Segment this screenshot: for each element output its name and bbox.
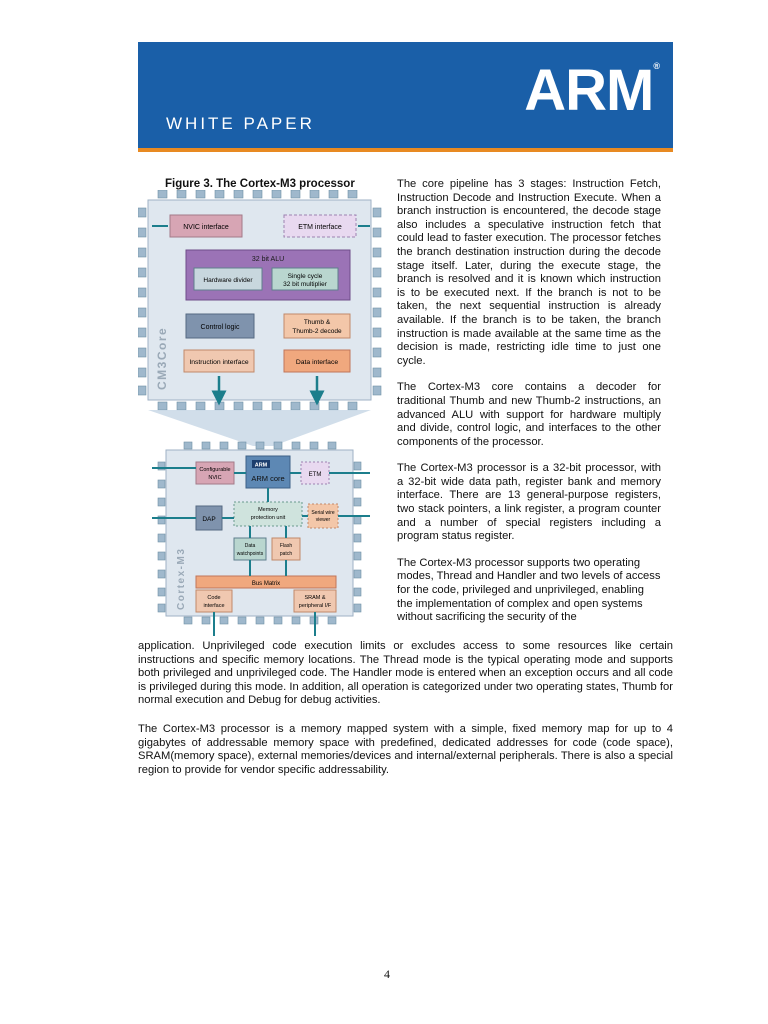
alu-label: 32 bit ALU — [251, 256, 285, 263]
arm-badge: ARM — [254, 462, 268, 469]
cortex-m3-diagram — [138, 190, 383, 640]
etm-label: ETM — [308, 472, 322, 478]
page-number: 4 — [384, 967, 390, 981]
etm-interface-label: ETM interface — [298, 224, 342, 231]
mpu-label-1: Memory — [258, 507, 278, 513]
code-interface-label-2: interface — [203, 603, 225, 609]
data-watchpoints-label-1: Data — [244, 543, 256, 549]
multiplier-label-2: 32 bit multiplier — [283, 281, 327, 288]
data-watchpoints-label-2: watchpoints — [236, 551, 264, 557]
mpu-label-2: protection unit — [250, 515, 286, 521]
header-banner — [138, 42, 673, 148]
paragraph-pipeline: The core pipeline has 3 stages: Instruction Fetch, Instruction Decode and Instruction Execute. When a branch instruction is encountered, the decode stage also includes a speculative instruction fetch that could lead to faster execution. The processor fetches the branch destination instruction during the decode stage itself. Later, during the execute stage, the branch is resolved and it is known which instruction is to be executed next. If the branch is not to be taken, the next sequential instruction is already available. If the branch is to be taken, the branch instruction is made available at the same time as the decision is made, restricting idle time to just one cycle. — [397, 178, 661, 367]
configurable-nvic-label-1: Configurable — [199, 467, 231, 473]
configurable-nvic-label-2: NVIC — [208, 475, 222, 481]
arm-core-label: ARM core — [251, 474, 285, 483]
header-divider — [138, 148, 673, 152]
swv-label-2: viewer — [315, 517, 331, 523]
paragraph-operating-modes: The Cortex-M3 processor supports two operating modes, Thread and Handler and two levels of access for the code, privileged and unprivileged, enabling the implementation of complex and open systems without sacrificing the security of the — [397, 556, 661, 624]
swv-label-1: Serial wire — [311, 510, 335, 516]
document-type-title: WHITE PAPER — [166, 114, 315, 133]
control-logic-label: Control logic — [200, 324, 240, 331]
processor-side-label: Cortex-M3 — [176, 547, 187, 610]
right-column — [397, 178, 661, 638]
thumb-decode-label-2: Thumb-2 decode — [292, 328, 342, 335]
processor-block — [152, 442, 370, 636]
arm-logo: ARM® — [524, 58, 659, 123]
flash-patch-label-1: Flash — [279, 543, 293, 549]
code-interface-label-1: Code — [207, 595, 221, 601]
multiplier-label-1: Single cycle — [287, 273, 323, 280]
paragraph-core-decoder: The Cortex-M3 core contains a decoder for traditional Thumb and new Thumb-2 instructions, an advanced ALU with support for hardware multiply and divide, control logic, and interfaces to the other components of the processor. — [397, 381, 661, 448]
nvic-interface-label: NVIC interface — [183, 224, 229, 231]
core-block — [138, 190, 381, 410]
thumb-decode-label-1: Thumb & — [303, 319, 331, 326]
core-side-label: CM3Core — [155, 326, 169, 390]
bus-matrix-label: Bus Matrix — [251, 581, 281, 587]
hardware-divider-label: Hardware divider — [203, 277, 253, 284]
paragraph-memory-map: The Cortex-M3 processor is a memory mapped system with a simple, fixed memory map for up to 4 gigabytes of addressable memory space with predefined, dedicated addresses for code (code space), SRAM(memory space), external memories/devices and internal/external peripherals. There is also a special region to provide for vendor specific addressability. — [138, 723, 673, 776]
dap-label: DAP — [202, 516, 216, 523]
instruction-interface-label: Instruction interface — [189, 359, 249, 366]
paragraph-continuation: application. Unprivileged code execution limits or excludes access to some resources like certain instructions and specific memory locations. The Thread mode is the typical operating mode and supports both privileged and unprivileged code. The Handler mode is entered when an exception occurs and all code is privileged during this mode. In addition, all operation is categorized under two operating states, Thumb for normal execution and Debug for debug activities. — [138, 640, 673, 707]
flash-patch-label-2: patch — [279, 551, 293, 557]
data-interface-label: Data interface — [295, 359, 339, 366]
figure-caption: Figure 3. The Cortex-M3 processor — [165, 178, 355, 190]
sram-interface-label-1: SRAM & — [304, 595, 326, 601]
paragraph-32bit: The Cortex-M3 processor is a 32-bit processor, with a 32-bit wide data path, register bank and memory interface. There are 13 general-purpose registers, two stack pointers, a link register, a program counter and a number of special registers including a program status register. — [397, 462, 661, 543]
sram-interface-label-2: peripheral I/F — [298, 603, 332, 609]
